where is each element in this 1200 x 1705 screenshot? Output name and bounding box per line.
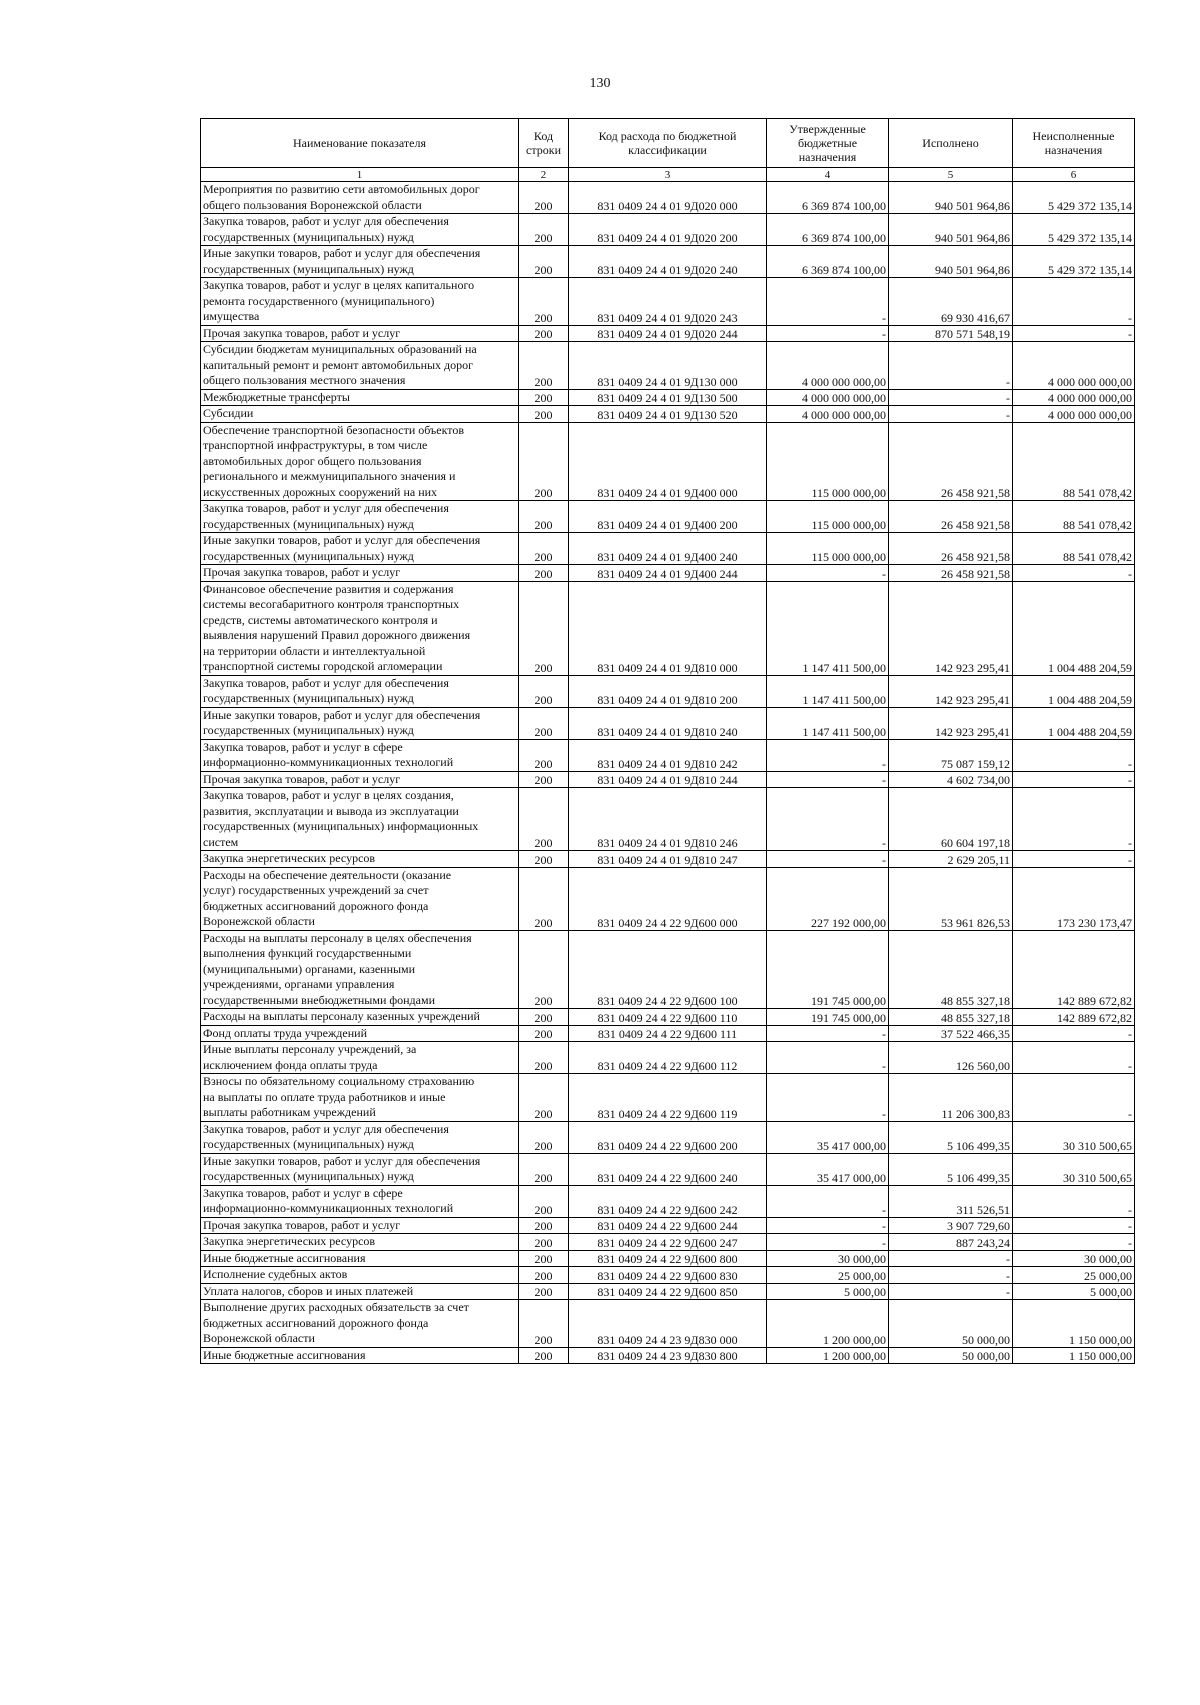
row-budget-code: 831 0409 24 4 22 9Д600 112 (569, 1042, 767, 1074)
row-unexecuted-amount: - (1013, 1217, 1135, 1234)
row-executed-amount: 5 106 499,35 (889, 1121, 1013, 1153)
row-executed-amount: 870 571 548,19 (889, 325, 1013, 342)
row-executed-amount: 4 602 734,00 (889, 771, 1013, 788)
table-row (201, 342, 1135, 390)
row-name: Расходы на обеспечение деятельности (оказание услуг) государственных учреждений за счет бюджетных ассигнований дорожного фонда Воронежской области (201, 867, 519, 930)
row-executed-amount: 50 000,00 (889, 1347, 1013, 1364)
table-row (201, 1121, 1135, 1153)
row-executed-amount: - (889, 342, 1013, 390)
budget-execution-table (200, 118, 1135, 1364)
row-name: Выполнение других расходных обязательств за счет бюджетных ассигнований дорожного фонда Воронежской области (201, 1300, 519, 1348)
row-budget-code: 831 0409 24 4 01 9Д810 240 (569, 707, 767, 739)
row-name: Субсидии бюджетам муниципальных образований на капитальный ремонт и ремонт автомобильных дорог общего пользования местного значения (201, 342, 519, 390)
column-number-row (201, 168, 1135, 182)
row-name: Уплата налогов, сборов и иных платежей (201, 1283, 519, 1300)
row-name: Финансовое обеспечение развития и содержания системы весогабаритного контроля транспортных средств, системы автоматического контроля и выявления нарушений Правил дорожного движения на территории области и интеллектуальной транспортной системы городской агломерации (201, 581, 519, 675)
row-approved-amount: 4 000 000 000,00 (767, 389, 889, 406)
row-budget-code: 831 0409 24 4 22 9Д600 100 (569, 930, 767, 1009)
row-unexecuted-amount: - (1013, 1025, 1135, 1042)
row-line-code: 200 (519, 1074, 569, 1122)
row-budget-code: 831 0409 24 4 23 9Д830 000 (569, 1300, 767, 1348)
column-number: 1 (201, 168, 519, 182)
row-unexecuted-amount: 4 000 000 000,00 (1013, 342, 1135, 390)
row-budget-code: 831 0409 24 4 22 9Д600 247 (569, 1234, 767, 1251)
row-executed-amount: 75 087 159,12 (889, 739, 1013, 771)
row-approved-amount: - (767, 1074, 889, 1122)
row-approved-amount: 35 417 000,00 (767, 1153, 889, 1185)
row-name: Исполнение судебных актов (201, 1267, 519, 1284)
table-row (201, 214, 1135, 246)
table-row (201, 1185, 1135, 1217)
row-name: Закупка энергетических ресурсов (201, 1234, 519, 1251)
row-budget-code: 831 0409 24 4 01 9Д400 200 (569, 501, 767, 533)
row-approved-amount: 1 147 411 500,00 (767, 581, 889, 675)
row-approved-amount: - (767, 278, 889, 326)
table-row (201, 771, 1135, 788)
row-approved-amount: 25 000,00 (767, 1267, 889, 1284)
row-approved-amount: - (767, 771, 889, 788)
row-approved-amount: 4 000 000 000,00 (767, 342, 889, 390)
row-line-code: 200 (519, 867, 569, 930)
row-executed-amount: 126 560,00 (889, 1042, 1013, 1074)
row-budget-code: 831 0409 24 4 22 9Д600 000 (569, 867, 767, 930)
row-approved-amount: 191 745 000,00 (767, 1009, 889, 1026)
row-approved-amount: - (767, 739, 889, 771)
table-row (201, 1267, 1135, 1284)
row-approved-amount: 191 745 000,00 (767, 930, 889, 1009)
table-row (201, 246, 1135, 278)
row-budget-code: 831 0409 24 4 01 9Д130 000 (569, 342, 767, 390)
row-executed-amount: - (889, 1267, 1013, 1284)
row-budget-code: 831 0409 24 4 01 9Д130 500 (569, 389, 767, 406)
row-approved-amount: 35 417 000,00 (767, 1121, 889, 1153)
row-line-code: 200 (519, 1025, 569, 1042)
row-unexecuted-amount: 1 004 488 204,59 (1013, 707, 1135, 739)
table-row (201, 1025, 1135, 1042)
table-row (201, 406, 1135, 423)
row-line-code: 200 (519, 501, 569, 533)
table-row (201, 867, 1135, 930)
row-line-code: 200 (519, 246, 569, 278)
column-number: 6 (1013, 168, 1135, 182)
row-approved-amount: 227 192 000,00 (767, 867, 889, 930)
row-executed-amount: 940 501 964,86 (889, 246, 1013, 278)
row-unexecuted-amount: 1 004 488 204,59 (1013, 675, 1135, 707)
table-row (201, 1074, 1135, 1122)
row-executed-amount: 26 458 921,58 (889, 422, 1013, 501)
row-line-code: 200 (519, 422, 569, 501)
row-budget-code: 831 0409 24 4 22 9Д600 200 (569, 1121, 767, 1153)
table-row (201, 1250, 1135, 1267)
row-name: Расходы на выплаты персоналу казенных учреждений (201, 1009, 519, 1026)
row-line-code: 200 (519, 788, 569, 851)
row-line-code: 200 (519, 406, 569, 423)
table-body (201, 182, 1135, 1364)
row-budget-code: 831 0409 24 4 01 9Д810 242 (569, 739, 767, 771)
row-executed-amount: 142 923 295,41 (889, 675, 1013, 707)
row-unexecuted-amount: 25 000,00 (1013, 1267, 1135, 1284)
row-approved-amount: 1 200 000,00 (767, 1300, 889, 1348)
row-line-code: 200 (519, 1347, 569, 1364)
row-line-code: 200 (519, 1153, 569, 1185)
row-unexecuted-amount: 30 310 500,65 (1013, 1153, 1135, 1185)
row-budget-code: 831 0409 24 4 01 9Д400 240 (569, 533, 767, 565)
row-unexecuted-amount: - (1013, 325, 1135, 342)
row-unexecuted-amount: - (1013, 1185, 1135, 1217)
table-row (201, 389, 1135, 406)
row-line-code: 200 (519, 771, 569, 788)
row-unexecuted-amount: 5 429 372 135,14 (1013, 246, 1135, 278)
row-budget-code: 831 0409 24 4 22 9Д600 830 (569, 1267, 767, 1284)
row-budget-code: 831 0409 24 4 23 9Д830 800 (569, 1347, 767, 1364)
table-row (201, 675, 1135, 707)
table-row (201, 707, 1135, 739)
row-budget-code: 831 0409 24 4 01 9Д810 200 (569, 675, 767, 707)
row-name: Прочая закупка товаров, работ и услуг (201, 1217, 519, 1234)
row-approved-amount: 6 369 874 100,00 (767, 246, 889, 278)
header-line-code: Код строки (519, 119, 569, 168)
row-unexecuted-amount: 5 429 372 135,14 (1013, 214, 1135, 246)
row-unexecuted-amount: 142 889 672,82 (1013, 1009, 1135, 1026)
row-unexecuted-amount: 1 150 000,00 (1013, 1347, 1135, 1364)
header-approved: Утвержденные бюджетные назначения (767, 119, 889, 168)
row-approved-amount: 1 147 411 500,00 (767, 707, 889, 739)
row-approved-amount: 30 000,00 (767, 1250, 889, 1267)
row-name: Иные закупки товаров, работ и услуг для обеспечения государственных (муниципальных) нужд (201, 1153, 519, 1185)
table-row (201, 1042, 1135, 1074)
row-line-code: 200 (519, 581, 569, 675)
table-row (201, 565, 1135, 582)
row-executed-amount: 53 961 826,53 (889, 867, 1013, 930)
row-line-code: 200 (519, 182, 569, 214)
row-name: Закупка товаров, работ и услуг для обеспечения государственных (муниципальных) нужд (201, 1121, 519, 1153)
row-budget-code: 831 0409 24 4 01 9Д400 244 (569, 565, 767, 582)
row-name: Межбюджетные трансферты (201, 389, 519, 406)
row-name: Закупка товаров, работ и услуг в целях капитального ремонта государственного (муниципального) имущества (201, 278, 519, 326)
row-executed-amount: 311 526,51 (889, 1185, 1013, 1217)
table-row (201, 501, 1135, 533)
column-number: 4 (767, 168, 889, 182)
header-executed: Исполнено (889, 119, 1013, 168)
row-line-code: 200 (519, 1217, 569, 1234)
row-name: Прочая закупка товаров, работ и услуг (201, 325, 519, 342)
column-number: 5 (889, 168, 1013, 182)
row-unexecuted-amount: 88 541 078,42 (1013, 501, 1135, 533)
row-executed-amount: 60 604 197,18 (889, 788, 1013, 851)
row-budget-code: 831 0409 24 4 01 9Д020 000 (569, 182, 767, 214)
row-unexecuted-amount: 30 310 500,65 (1013, 1121, 1135, 1153)
row-unexecuted-amount: - (1013, 739, 1135, 771)
row-approved-amount: - (767, 1042, 889, 1074)
row-executed-amount: 3 907 729,60 (889, 1217, 1013, 1234)
table-header-row (201, 119, 1135, 168)
table-row (201, 533, 1135, 565)
row-unexecuted-amount: - (1013, 771, 1135, 788)
row-name: Фонд оплаты труда учреждений (201, 1025, 519, 1042)
row-budget-code: 831 0409 24 4 01 9Д020 200 (569, 214, 767, 246)
row-approved-amount: - (767, 851, 889, 868)
row-budget-code: 831 0409 24 4 01 9Д810 246 (569, 788, 767, 851)
row-executed-amount: - (889, 406, 1013, 423)
row-name: Закупка товаров, работ и услуг для обеспечения государственных (муниципальных) нужд (201, 214, 519, 246)
row-budget-code: 831 0409 24 4 01 9Д400 000 (569, 422, 767, 501)
row-approved-amount: 115 000 000,00 (767, 533, 889, 565)
table-row (201, 1153, 1135, 1185)
row-budget-code: 831 0409 24 4 22 9Д600 110 (569, 1009, 767, 1026)
table-row (201, 182, 1135, 214)
row-name: Закупка товаров, работ и услуг в целях создания, развития, эксплуатации и вывода из эксплуатации государственных (муниципальных) информационных систем (201, 788, 519, 851)
row-line-code: 200 (519, 565, 569, 582)
column-number: 3 (569, 168, 767, 182)
row-unexecuted-amount: - (1013, 565, 1135, 582)
row-executed-amount: 887 243,24 (889, 1234, 1013, 1251)
table-row (201, 851, 1135, 868)
row-name: Иные закупки товаров, работ и услуг для обеспечения государственных (муниципальных) нужд (201, 533, 519, 565)
row-unexecuted-amount: 5 000,00 (1013, 1283, 1135, 1300)
row-executed-amount: 142 923 295,41 (889, 707, 1013, 739)
row-executed-amount: 11 206 300,83 (889, 1074, 1013, 1122)
row-approved-amount: - (767, 1234, 889, 1251)
row-unexecuted-amount: - (1013, 278, 1135, 326)
row-unexecuted-amount: 1 150 000,00 (1013, 1300, 1135, 1348)
row-line-code: 200 (519, 1121, 569, 1153)
row-unexecuted-amount: 30 000,00 (1013, 1250, 1135, 1267)
row-budget-code: 831 0409 24 4 22 9Д600 800 (569, 1250, 767, 1267)
row-unexecuted-amount: - (1013, 1234, 1135, 1251)
row-line-code: 200 (519, 1300, 569, 1348)
row-budget-code: 831 0409 24 4 01 9Д810 247 (569, 851, 767, 868)
table-row (201, 278, 1135, 326)
row-executed-amount: - (889, 1283, 1013, 1300)
row-approved-amount: 6 369 874 100,00 (767, 214, 889, 246)
table-row (201, 1234, 1135, 1251)
row-approved-amount: - (767, 788, 889, 851)
row-unexecuted-amount: 4 000 000 000,00 (1013, 406, 1135, 423)
table-row (201, 1347, 1135, 1364)
row-executed-amount: 26 458 921,58 (889, 565, 1013, 582)
row-line-code: 200 (519, 389, 569, 406)
row-executed-amount: - (889, 1250, 1013, 1267)
row-line-code: 200 (519, 1009, 569, 1026)
row-unexecuted-amount: - (1013, 788, 1135, 851)
row-line-code: 200 (519, 1267, 569, 1284)
row-executed-amount: 48 855 327,18 (889, 930, 1013, 1009)
row-approved-amount: 1 200 000,00 (767, 1347, 889, 1364)
row-budget-code: 831 0409 24 4 01 9Д020 243 (569, 278, 767, 326)
row-line-code: 200 (519, 278, 569, 326)
row-approved-amount: 5 000,00 (767, 1283, 889, 1300)
row-line-code: 200 (519, 1250, 569, 1267)
row-budget-code: 831 0409 24 4 22 9Д600 111 (569, 1025, 767, 1042)
table-row (201, 1009, 1135, 1026)
row-executed-amount: 940 501 964,86 (889, 182, 1013, 214)
row-line-code: 200 (519, 1234, 569, 1251)
row-unexecuted-amount: - (1013, 851, 1135, 868)
row-line-code: 200 (519, 533, 569, 565)
row-unexecuted-amount: 88 541 078,42 (1013, 533, 1135, 565)
row-line-code: 200 (519, 1042, 569, 1074)
header-indicator-name: Наименование показателя (201, 119, 519, 168)
row-approved-amount: 6 369 874 100,00 (767, 182, 889, 214)
row-unexecuted-amount: - (1013, 1074, 1135, 1122)
row-line-code: 200 (519, 851, 569, 868)
row-approved-amount: 115 000 000,00 (767, 422, 889, 501)
table-row (201, 325, 1135, 342)
row-name: Взносы по обязательному социальному страхованию на выплаты по оплате труда работников и иные выплаты работникам учреждений (201, 1074, 519, 1122)
row-name: Иные закупки товаров, работ и услуг для обеспечения государственных (муниципальных) нужд (201, 707, 519, 739)
row-executed-amount: 26 458 921,58 (889, 501, 1013, 533)
row-executed-amount: 142 923 295,41 (889, 581, 1013, 675)
row-name: Субсидии (201, 406, 519, 423)
row-name: Закупка энергетических ресурсов (201, 851, 519, 868)
table-row (201, 788, 1135, 851)
row-line-code: 200 (519, 214, 569, 246)
row-approved-amount: - (767, 1185, 889, 1217)
header-unexecuted: Неисполненные назначения (1013, 119, 1135, 168)
row-unexecuted-amount: 142 889 672,82 (1013, 930, 1135, 1009)
row-name: Иные выплаты персоналу учреждений, за исключением фонда оплаты труда (201, 1042, 519, 1074)
row-executed-amount: 37 522 466,35 (889, 1025, 1013, 1042)
row-budget-code: 831 0409 24 4 22 9Д600 119 (569, 1074, 767, 1122)
row-budget-code: 831 0409 24 4 22 9Д600 242 (569, 1185, 767, 1217)
row-budget-code: 831 0409 24 4 22 9Д600 850 (569, 1283, 767, 1300)
row-name: Мероприятия по развитию сети автомобильных дорог общего пользования Воронежской области (201, 182, 519, 214)
row-unexecuted-amount: 88 541 078,42 (1013, 422, 1135, 501)
row-executed-amount: 48 855 327,18 (889, 1009, 1013, 1026)
row-budget-code: 831 0409 24 4 22 9Д600 240 (569, 1153, 767, 1185)
row-line-code: 200 (519, 739, 569, 771)
row-name: Иные бюджетные ассигнования (201, 1347, 519, 1364)
row-name: Иные закупки товаров, работ и услуг для обеспечения государственных (муниципальных) нужд (201, 246, 519, 278)
row-unexecuted-amount: 1 004 488 204,59 (1013, 581, 1135, 675)
table-row (201, 930, 1135, 1009)
row-approved-amount: 115 000 000,00 (767, 501, 889, 533)
table-row (201, 1300, 1135, 1348)
row-approved-amount: - (767, 1217, 889, 1234)
row-name: Закупка товаров, работ и услуг для обеспечения государственных (муниципальных) нужд (201, 501, 519, 533)
row-unexecuted-amount: 5 429 372 135,14 (1013, 182, 1135, 214)
row-executed-amount: 2 629 205,11 (889, 851, 1013, 868)
row-executed-amount: 940 501 964,86 (889, 214, 1013, 246)
row-line-code: 200 (519, 675, 569, 707)
row-line-code: 200 (519, 1283, 569, 1300)
row-line-code: 200 (519, 342, 569, 390)
row-budget-code: 831 0409 24 4 01 9Д810 244 (569, 771, 767, 788)
row-executed-amount: 5 106 499,35 (889, 1153, 1013, 1185)
row-name: Закупка товаров, работ и услуг для обеспечения государственных (муниципальных) нужд (201, 675, 519, 707)
row-executed-amount: 50 000,00 (889, 1300, 1013, 1348)
row-unexecuted-amount: - (1013, 1042, 1135, 1074)
row-name: Прочая закупка товаров, работ и услуг (201, 565, 519, 582)
row-approved-amount: - (767, 565, 889, 582)
row-approved-amount: - (767, 1025, 889, 1042)
row-name: Закупка товаров, работ и услуг в сфере информационно-коммуникационных технологий (201, 739, 519, 771)
row-name: Закупка товаров, работ и услуг в сфере информационно-коммуникационных технологий (201, 1185, 519, 1217)
row-approved-amount: 1 147 411 500,00 (767, 675, 889, 707)
row-approved-amount: 4 000 000 000,00 (767, 406, 889, 423)
row-name: Иные бюджетные ассигнования (201, 1250, 519, 1267)
row-executed-amount: 69 930 416,67 (889, 278, 1013, 326)
row-name: Обеспечение транспортной безопасности объектов транспортной инфраструктуры, в том числе автомобильных дорог общего пользования регионального и межмуниципального значения и искусственных дорожных сооружений на них (201, 422, 519, 501)
row-executed-amount: 26 458 921,58 (889, 533, 1013, 565)
table-row (201, 1217, 1135, 1234)
row-budget-code: 831 0409 24 4 22 9Д600 244 (569, 1217, 767, 1234)
row-executed-amount: - (889, 389, 1013, 406)
table-row (201, 422, 1135, 501)
row-name: Прочая закупка товаров, работ и услуг (201, 771, 519, 788)
row-unexecuted-amount: 173 230 173,47 (1013, 867, 1135, 930)
row-budget-code: 831 0409 24 4 01 9Д020 240 (569, 246, 767, 278)
row-name: Расходы на выплаты персоналу в целях обеспечения выполнения функций государственными (муниципальными) органами, казенными учреждениями, органами управления государственными внебюджетными фондами (201, 930, 519, 1009)
row-unexecuted-amount: 4 000 000 000,00 (1013, 389, 1135, 406)
row-budget-code: 831 0409 24 4 01 9Д130 520 (569, 406, 767, 423)
table-row (201, 1283, 1135, 1300)
table-row (201, 581, 1135, 675)
row-budget-code: 831 0409 24 4 01 9Д020 244 (569, 325, 767, 342)
row-approved-amount: - (767, 325, 889, 342)
row-line-code: 200 (519, 707, 569, 739)
page-number: 130 (589, 76, 611, 91)
column-number: 2 (519, 168, 569, 182)
row-line-code: 200 (519, 1185, 569, 1217)
row-budget-code: 831 0409 24 4 01 9Д810 000 (569, 581, 767, 675)
row-line-code: 200 (519, 930, 569, 1009)
row-line-code: 200 (519, 325, 569, 342)
header-budget-classification: Код расхода по бюджетной классификации (569, 119, 767, 168)
table-row (201, 739, 1135, 771)
